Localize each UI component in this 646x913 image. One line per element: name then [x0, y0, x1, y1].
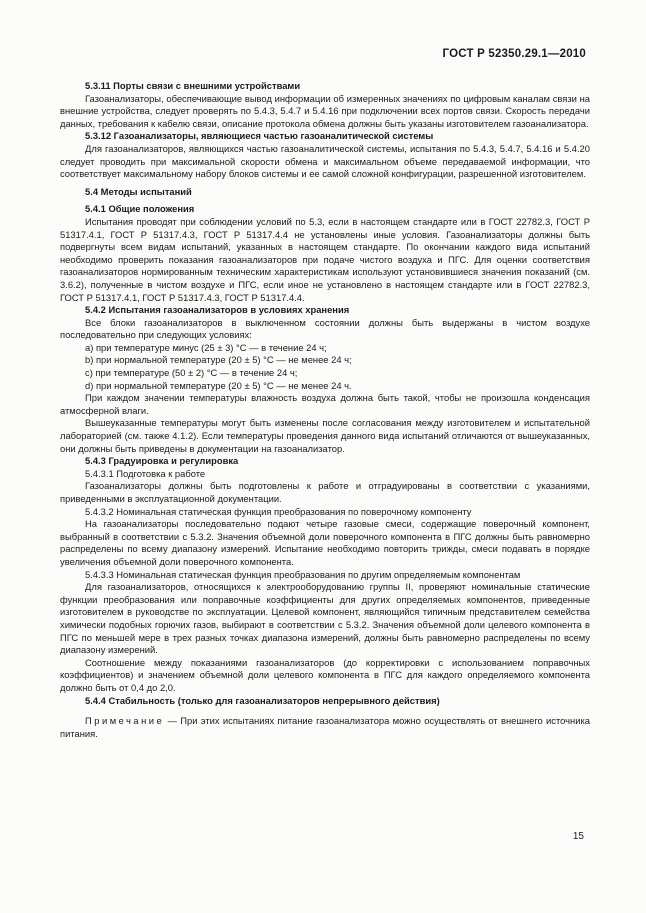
body-paragraph: При каждом значении температуры влажность воздуха должна быть такой, чтобы не произошла конденсация атмосферной влаги.: [60, 392, 590, 416]
body-paragraph: c) при температуре (50 ± 2) °С — в течение 24 ч;: [85, 367, 298, 379]
section-heading: 5.4.4 Стабильность (только для газоанализаторов непрерывного действия): [85, 694, 440, 706]
section-heading: 5.4.1 Общие положения: [85, 203, 195, 215]
section-heading: 5.4 Методы испытаний: [85, 185, 192, 197]
document-header: ГОСТ Р 52350.29.1—2010: [442, 48, 586, 60]
note-paragraph: [60, 715, 590, 740]
section-heading: 5.4.2 Испытания газоанализаторов в условиях хранения: [85, 304, 350, 316]
body-paragraph: Все блоки газоанализаторов в выключенном состоянии должны быть выдержаны в чистом воздухе последовательно при следующих условиях:: [60, 316, 590, 341]
page-number: 15: [572, 831, 584, 842]
document-body: [60, 80, 590, 740]
body-paragraph: a) при температуре минус (25 ± 3) °С — в течение 24 ч;: [85, 341, 327, 353]
body-paragraph: На газоанализаторы последовательно подают четыре газовые смеси, содержащие поверочный компонент, выбранный в соответствии с 5.3.2. Значения объемной доли поверочного компонента в ПГС должны быть равномерно распределены по всему диапазону измерений. Испытание необходимо повторить трижды, смеси подавать в порядке увеличения объемной доли поверочного компонента.: [60, 518, 590, 567]
section-heading: 5.4.3 Градуировка и регулировка: [85, 455, 239, 467]
body-paragraph: 5.4.3.1 Подготовка к работе: [85, 467, 206, 479]
body-paragraph: Газоанализаторы, обеспечивающие вывод информации об измеренных значениях по цифровым каналам связи на внешние устройства, следует проверять по 5.4.3, 5.4.7 и 5.4.16 при подключении всех портов связи. Скорость передачи данных, требования к кабелю связи, описание протокола обмена должны быть указаны изготовителем газоанализатора.: [60, 92, 590, 129]
body-paragraph: Для газоанализаторов, являющихся частью газоаналитической системы, испытания по 5.4.3, 5.4.7, 5.4.16 и 5.4.20 следует проводить при максимальной скорости обмена и максимальном объеме передаваемой информации, что соответствует максимальному набору блоков системы и ее самой сложной конфигурации, разрешенной изготовителем.: [60, 142, 590, 180]
body-paragraph: 5.4.3.3 Номинальная статическая функция преобразования по другим определяемым компонентам: [85, 568, 521, 580]
body-paragraph: Вышеуказанные температуры могут быть изменены после согласования между изготовителем и испытательной лабораторией (см. также 4.1.2). Если температуры проведения данного вида испытаний отличаются от вышеуказанных, они должны быть приведены в документации на газоанализатор.: [60, 417, 590, 454]
body-paragraph: Испытания проводят при соблюдении условий по 5.3, если в настоящем стандарте или в ГОСТ 22782.3, ГОСТ Р 51317.4.1, ГОСТ Р 51317.4.3, ГОСТ Р 51317.4.4 не установлены иные условия. Газоанализаторы должны быть подвергнуты всем видам испытаний, указанных в настоящем стандарте. По окончании каждого вида испытаний необходимо проверить показания газоанализаторов при подаче чистого воздуха и ПГС. Для оценки соответствия газоанализаторов нормированным техническим характеристикам используют установившиеся значения показаний (см. 3.6.2), полученные в чистом воздухе и ПГС, если иное не установлено в настоящем стандарте или в ГОСТ 22782.3, ГОСТ Р 51317.4.1, ГОСТ Р 51317.4.3, ГОСТ Р 51317.4.4.: [60, 215, 590, 303]
body-paragraph: 5.4.3.2 Номинальная статическая функция преобразования по поверочному компоненту: [85, 505, 472, 517]
section-heading: 5.3.12 Газоанализаторы, являющиеся частью газоаналитической системы: [85, 130, 434, 142]
body-paragraph: Для газоанализаторов, относящихся к электрооборудованию группы II, проверяют номинальные статические функции преобразования или поправочные коэффициенты для других определяемых компонентов, приведенные изготовителем в руководстве по эксплуатации. Целевой компонент, являющийся типичным представителем семейства химически подобных горючих газов, выбирают в соответствии с 5.3.2. Значения объемной доли целевого компонента в ПГС по меньшей мере в трех разных точках диапазона измерений, должны быть равномерно распределены по всему диапазону измерений.: [60, 581, 590, 656]
body-paragraph: b) при нормальной температуре (20 ± 5) °С — не менее 24 ч;: [85, 354, 352, 366]
note-label: Примечание: [85, 715, 165, 727]
section-heading: 5.3.11 Порты связи с внешними устройствами: [85, 80, 301, 91]
note-text: — При этих испытаниях питание газоанализатора можно осуществлять от внешнего источника питания.: [60, 715, 590, 739]
body-paragraph: Газоанализаторы должны быть подготовлены к работе и отградуированы в соответствии с указаниями, приведенными в эксплуатационной документации.: [60, 480, 590, 504]
body-paragraph: Соотношение между показаниями газоанализаторов (до корректировки с использованием поправочных коэффициентов) и значением объемной доли целевого компонента в ПГС для каждого определяемого компонента должно быть от 0,4 до 2,0.: [60, 656, 590, 693]
body-paragraph: d) при нормальной температуре (20 ± 5) °С — не менее 24 ч.: [85, 379, 352, 391]
